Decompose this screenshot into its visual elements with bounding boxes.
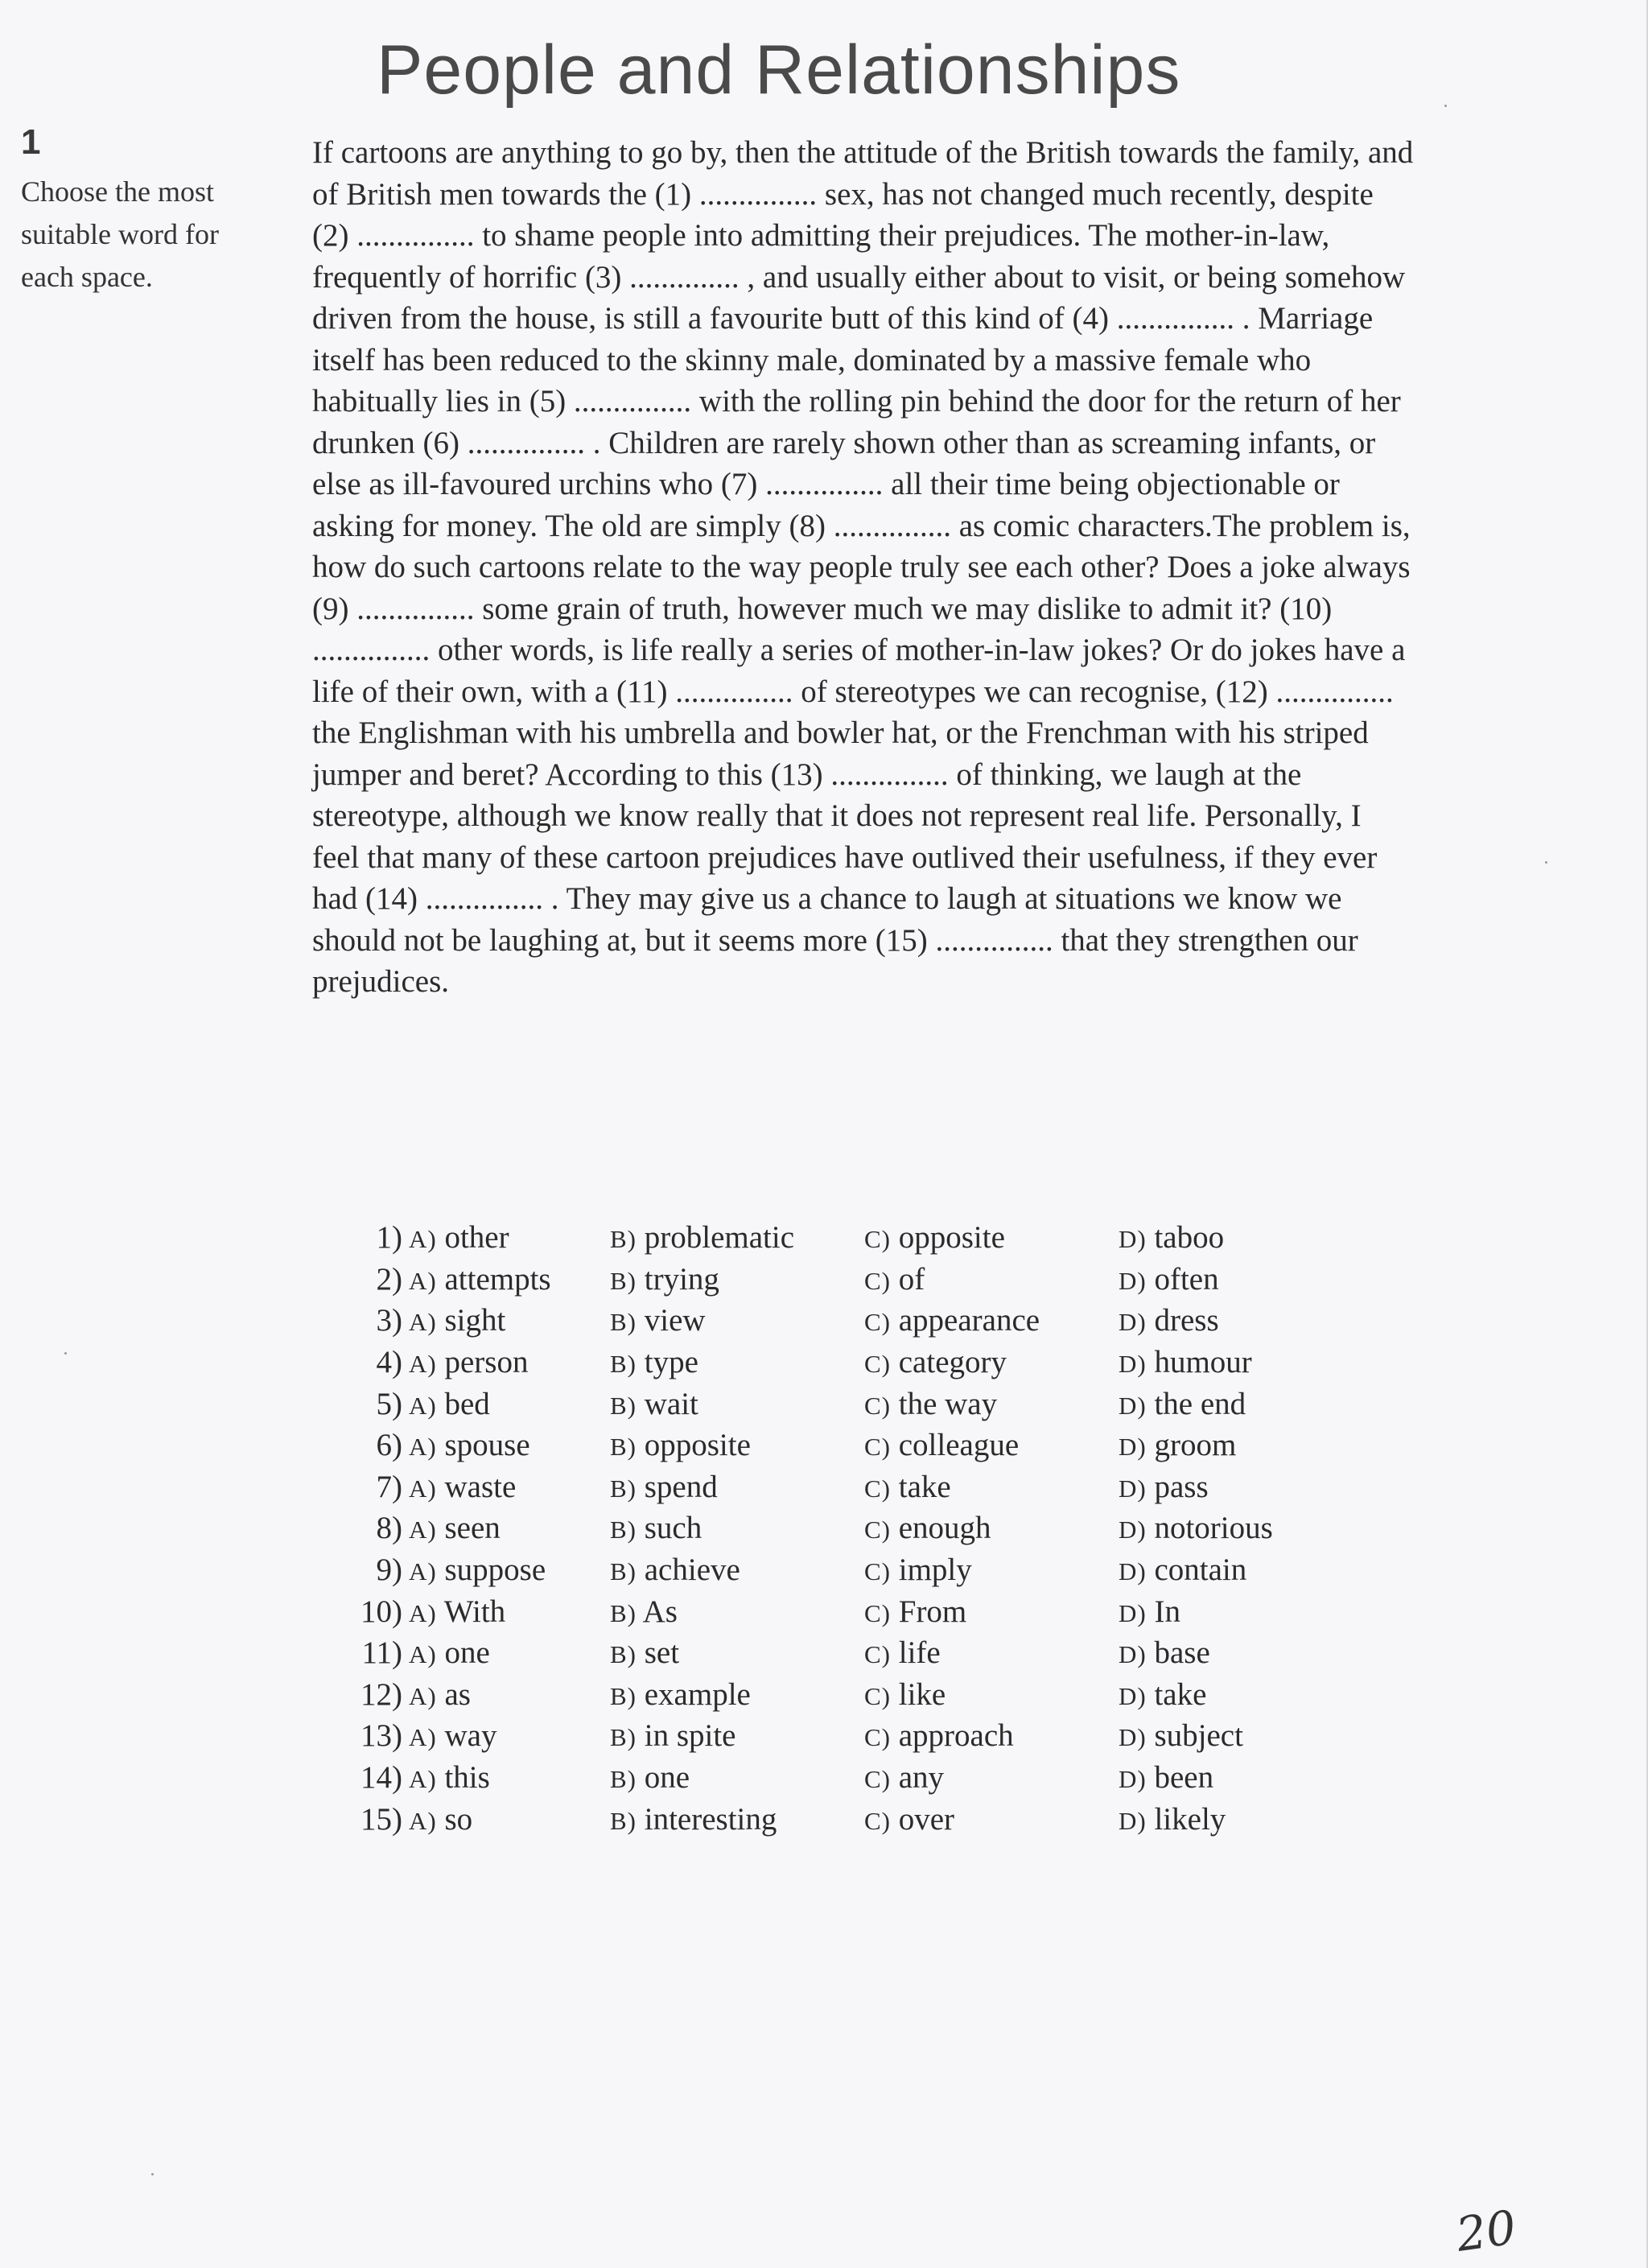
option-word: dress: [1154, 1303, 1219, 1338]
option-d: [1119, 1342, 1328, 1383]
option-letter: D): [1119, 1515, 1147, 1544]
option-letter: D): [1119, 1391, 1147, 1420]
option-b: [610, 1300, 864, 1342]
option-row: [346, 1798, 1328, 1840]
option-letter: A): [409, 1765, 437, 1794]
option-number: 11): [361, 1635, 402, 1671]
option-word: person: [444, 1345, 529, 1380]
option-letter: A): [409, 1681, 437, 1710]
option-row: [346, 1757, 1328, 1799]
option-row: [346, 1549, 1328, 1591]
option-number: 4): [376, 1345, 402, 1380]
option-letter: A): [409, 1433, 437, 1462]
option-letter: B): [610, 1474, 637, 1503]
option-number: 3): [376, 1303, 402, 1338]
option-letter: A): [409, 1640, 437, 1669]
option-word: contain: [1154, 1553, 1247, 1588]
option-word: subject: [1154, 1718, 1243, 1754]
option-word: bed: [444, 1386, 490, 1421]
option-a: [409, 1217, 610, 1259]
option-word: example: [644, 1676, 751, 1712]
option-letter: B): [610, 1640, 637, 1669]
option-row: [346, 1715, 1328, 1757]
option-word: as: [444, 1676, 471, 1712]
option-letter: C): [864, 1557, 891, 1586]
option-letter: C): [864, 1723, 891, 1752]
option-a: [409, 1425, 610, 1466]
exercise-number: 1: [21, 122, 41, 162]
option-b: [610, 1798, 864, 1840]
option-b: [610, 1342, 864, 1383]
option-word: so: [444, 1801, 473, 1837]
option-a: [409, 1342, 610, 1383]
option-d: [1119, 1757, 1328, 1799]
option-letter: D): [1119, 1681, 1147, 1710]
option-letter: C): [864, 1433, 891, 1462]
option-letter: D): [1119, 1557, 1147, 1586]
option-word: opposite: [898, 1220, 1005, 1256]
option-word: waste: [444, 1469, 517, 1504]
cloze-passage: If cartoons are anything to go by, then the attitude of the British towards the family, and of British men towards the (1) ............... sex, has not changed much recently, despite (2) ............... to shame people into admitting their prejudices. The mother-in-law, frequently of horrific (3) .............. , and usually either about to visit, or being somehow driven from the house, is still a favourite butt of this kind of (4) ............... . Marriage itself has been reduced to the skinny male, dominated by a massive female who habitually lies in (5) ............... with the rolling pin behind the door for the return of her drunken (6) ............... . Children are rarely shown other than as screaming infants, or else as ill-favoured urchins who (7) ............... all their time being objectionable or asking for money. The old are simply (8) ............... as comic characters.The problem is, how do such cartoons relate to the way people truly see each other? Does a joke always (9) ............... some grain of truth, however much we may dislike to admit it? (10) ............... other words, is life really a series of mother-in-law jokes? Or do jokes have a life of their own, with a (11) ............... of stereotypes we can recognise, (12) ............... the Englishman with his umbrella and bowler hat, or the Frenchman with his striped jumper and beret? According to this (13) ............... of thinking, we laugh at the stereotype, although we know really that it does not represent real life. Personally, I feel that many of these cartoon prejudices have outlived their usefulness, if they ever had (14) ............... . They may give us a chance to laugh at situations we know we should not be laughing at, but it seems more (15) ............... that they strengthen our prejudices.: [312, 135, 1414, 999]
answer-options-table: [346, 1217, 1328, 1840]
option-letter: D): [1119, 1225, 1147, 1254]
option-number: 5): [376, 1386, 402, 1421]
option-word: category: [898, 1345, 1007, 1380]
option-c: [864, 1300, 1119, 1342]
option-letter: C): [864, 1308, 891, 1337]
option-word: seen: [444, 1511, 501, 1546]
option-c: [864, 1632, 1119, 1674]
option-letter: D): [1119, 1474, 1147, 1503]
option-word: one: [644, 1760, 690, 1796]
option-row: [346, 1466, 1328, 1508]
option-word: other: [444, 1220, 509, 1256]
option-letter: D): [1119, 1806, 1147, 1835]
option-row: [346, 1342, 1328, 1383]
option-letter: B): [610, 1515, 637, 1544]
option-word: spend: [644, 1469, 718, 1504]
option-c: [864, 1674, 1119, 1716]
option-word: attempts: [444, 1261, 551, 1297]
option-word: in spite: [644, 1718, 736, 1754]
option-letter: B): [610, 1765, 637, 1794]
option-d: [1119, 1632, 1328, 1674]
option-number: 7): [376, 1469, 402, 1504]
option-word: any: [898, 1760, 945, 1796]
option-letter: B): [610, 1391, 637, 1420]
option-word: approach: [898, 1718, 1014, 1754]
option-a: [409, 1590, 610, 1632]
option-row: [346, 1425, 1328, 1466]
option-word: likely: [1154, 1801, 1226, 1837]
scan-speck: [1444, 105, 1447, 107]
option-letter: B): [610, 1350, 637, 1379]
option-a: [409, 1549, 610, 1591]
option-row: [346, 1632, 1328, 1674]
option-number: 2): [376, 1261, 402, 1297]
option-letter: D): [1119, 1598, 1147, 1627]
option-number: 15): [360, 1801, 402, 1837]
option-letter: A): [409, 1806, 437, 1835]
option-b: [610, 1217, 864, 1259]
option-word: appearance: [898, 1303, 1040, 1338]
option-word: view: [644, 1303, 706, 1338]
scan-speck: [1545, 861, 1547, 864]
option-word: sight: [444, 1303, 506, 1338]
option-letter: B): [610, 1266, 637, 1295]
exercise-instruction: Choose the most suitable word for each space.: [21, 175, 219, 293]
option-d: [1119, 1590, 1328, 1632]
option-word: achieve: [644, 1553, 740, 1588]
option-number: 13): [360, 1718, 402, 1754]
option-a: [409, 1715, 610, 1757]
option-word: way: [444, 1718, 497, 1754]
option-b: [610, 1466, 864, 1508]
option-word: base: [1154, 1635, 1210, 1671]
option-word: suppose: [444, 1553, 546, 1588]
option-d: [1119, 1425, 1328, 1466]
option-number: 10): [360, 1594, 402, 1629]
option-a: [409, 1259, 610, 1301]
option-letter: B): [610, 1308, 637, 1337]
option-word: In: [1154, 1594, 1180, 1629]
page-number: 20: [1452, 2200, 1520, 2262]
option-b: [610, 1425, 864, 1466]
option-word: From: [898, 1594, 967, 1629]
option-a: [409, 1507, 610, 1549]
option-b: [610, 1674, 864, 1716]
option-letter: B): [610, 1598, 637, 1627]
option-d: [1119, 1259, 1328, 1301]
option-word: pass: [1154, 1469, 1209, 1504]
option-c: [864, 1259, 1119, 1301]
option-c: [864, 1342, 1119, 1383]
option-word: imply: [898, 1553, 972, 1588]
option-a: [409, 1798, 610, 1840]
option-word: like: [898, 1676, 946, 1712]
option-b: [610, 1549, 864, 1591]
option-letter: B): [610, 1806, 637, 1835]
option-b: [610, 1259, 864, 1301]
scan-speck: [64, 1352, 67, 1355]
option-word: the end: [1154, 1386, 1246, 1421]
option-word: problematic: [644, 1220, 795, 1256]
option-word: taboo: [1154, 1220, 1225, 1256]
option-b: [610, 1590, 864, 1632]
option-a: [409, 1757, 610, 1799]
option-word: over: [898, 1801, 955, 1837]
option-b: [610, 1715, 864, 1757]
option-c: [864, 1383, 1119, 1425]
option-a: [409, 1300, 610, 1342]
option-letter: A): [409, 1266, 437, 1295]
option-d: [1119, 1507, 1328, 1549]
option-letter: D): [1119, 1765, 1147, 1794]
option-letter: D): [1119, 1723, 1147, 1752]
option-letter: D): [1119, 1433, 1147, 1462]
option-word: the way: [898, 1386, 998, 1421]
option-letter: C): [864, 1266, 891, 1295]
option-word: set: [644, 1635, 680, 1671]
option-a: [409, 1383, 610, 1425]
option-letter: C): [864, 1640, 891, 1669]
option-letter: C): [864, 1474, 891, 1503]
option-word: wait: [644, 1386, 698, 1421]
option-c: [864, 1217, 1119, 1259]
option-letter: D): [1119, 1350, 1147, 1379]
option-a: [409, 1674, 610, 1716]
option-c: [864, 1466, 1119, 1508]
option-letter: A): [409, 1391, 437, 1420]
option-letter: C): [864, 1391, 891, 1420]
option-word: With: [443, 1594, 506, 1629]
option-number: 8): [376, 1511, 402, 1546]
option-b: [610, 1757, 864, 1799]
option-letter: D): [1119, 1308, 1147, 1337]
option-d: [1119, 1383, 1328, 1425]
option-letter: A): [409, 1350, 437, 1379]
option-c: [864, 1798, 1119, 1840]
option-letter: C): [864, 1681, 891, 1710]
option-word: often: [1154, 1261, 1219, 1297]
option-d: [1119, 1674, 1328, 1716]
option-letter: C): [864, 1765, 891, 1794]
option-word: such: [644, 1511, 702, 1546]
option-a: [409, 1466, 610, 1508]
option-letter: A): [409, 1515, 437, 1544]
option-letter: B): [610, 1557, 637, 1586]
option-number: 12): [360, 1676, 402, 1712]
option-row: [346, 1674, 1328, 1716]
option-word: of: [898, 1261, 925, 1297]
option-number: 9): [376, 1553, 402, 1588]
option-number: 6): [376, 1428, 402, 1463]
option-row: [346, 1300, 1328, 1342]
answer-options-body: [346, 1217, 1328, 1840]
option-d: [1119, 1549, 1328, 1591]
option-letter: C): [864, 1806, 891, 1835]
option-row: [346, 1383, 1328, 1425]
option-letter: A): [409, 1308, 437, 1337]
option-c: [864, 1757, 1119, 1799]
option-word: type: [644, 1345, 698, 1380]
option-c: [864, 1549, 1119, 1591]
option-row: [346, 1259, 1328, 1301]
option-letter: A): [409, 1225, 437, 1254]
option-d: [1119, 1217, 1328, 1259]
option-c: [864, 1715, 1119, 1757]
option-c: [864, 1507, 1119, 1549]
option-word: spouse: [444, 1428, 530, 1463]
option-c: [864, 1590, 1119, 1632]
option-row: [346, 1590, 1328, 1632]
option-letter: B): [610, 1433, 637, 1462]
option-word: As: [642, 1594, 678, 1629]
option-a: [409, 1632, 610, 1674]
option-word: groom: [1154, 1428, 1237, 1463]
option-word: trying: [644, 1261, 719, 1297]
option-word: this: [444, 1760, 490, 1796]
page-title: People and Relationships: [377, 31, 1181, 109]
option-b: [610, 1632, 864, 1674]
option-letter: D): [1119, 1640, 1147, 1669]
option-d: [1119, 1715, 1328, 1757]
option-letter: A): [409, 1598, 437, 1627]
scan-speck: [151, 2173, 154, 2175]
option-letter: A): [409, 1474, 437, 1503]
option-word: enough: [898, 1511, 991, 1546]
option-d: [1119, 1798, 1328, 1840]
option-letter: C): [864, 1515, 891, 1544]
option-word: been: [1154, 1760, 1214, 1796]
option-letter: B): [610, 1681, 637, 1710]
option-letter: A): [409, 1723, 437, 1752]
option-word: colleague: [898, 1428, 1020, 1463]
option-word: opposite: [644, 1428, 751, 1463]
option-word: humour: [1154, 1345, 1252, 1380]
option-number: 1): [376, 1220, 402, 1256]
option-word: life: [898, 1635, 941, 1671]
option-word: take: [1154, 1676, 1207, 1712]
option-d: [1119, 1466, 1328, 1508]
option-word: interesting: [644, 1801, 777, 1837]
option-word: notorious: [1154, 1511, 1273, 1546]
option-letter: C): [864, 1350, 891, 1379]
option-b: [610, 1507, 864, 1549]
option-b: [610, 1383, 864, 1425]
option-letter: B): [610, 1225, 637, 1254]
option-c: [864, 1425, 1119, 1466]
option-number: 14): [360, 1760, 402, 1796]
option-letter: D): [1119, 1266, 1147, 1295]
option-letter: C): [864, 1598, 891, 1627]
option-row: [346, 1507, 1328, 1549]
option-d: [1119, 1300, 1328, 1342]
option-letter: A): [409, 1557, 437, 1586]
option-letter: C): [864, 1225, 891, 1254]
option-word: take: [898, 1469, 951, 1504]
option-word: one: [444, 1635, 490, 1671]
option-letter: B): [610, 1723, 637, 1752]
option-row: [346, 1217, 1328, 1259]
